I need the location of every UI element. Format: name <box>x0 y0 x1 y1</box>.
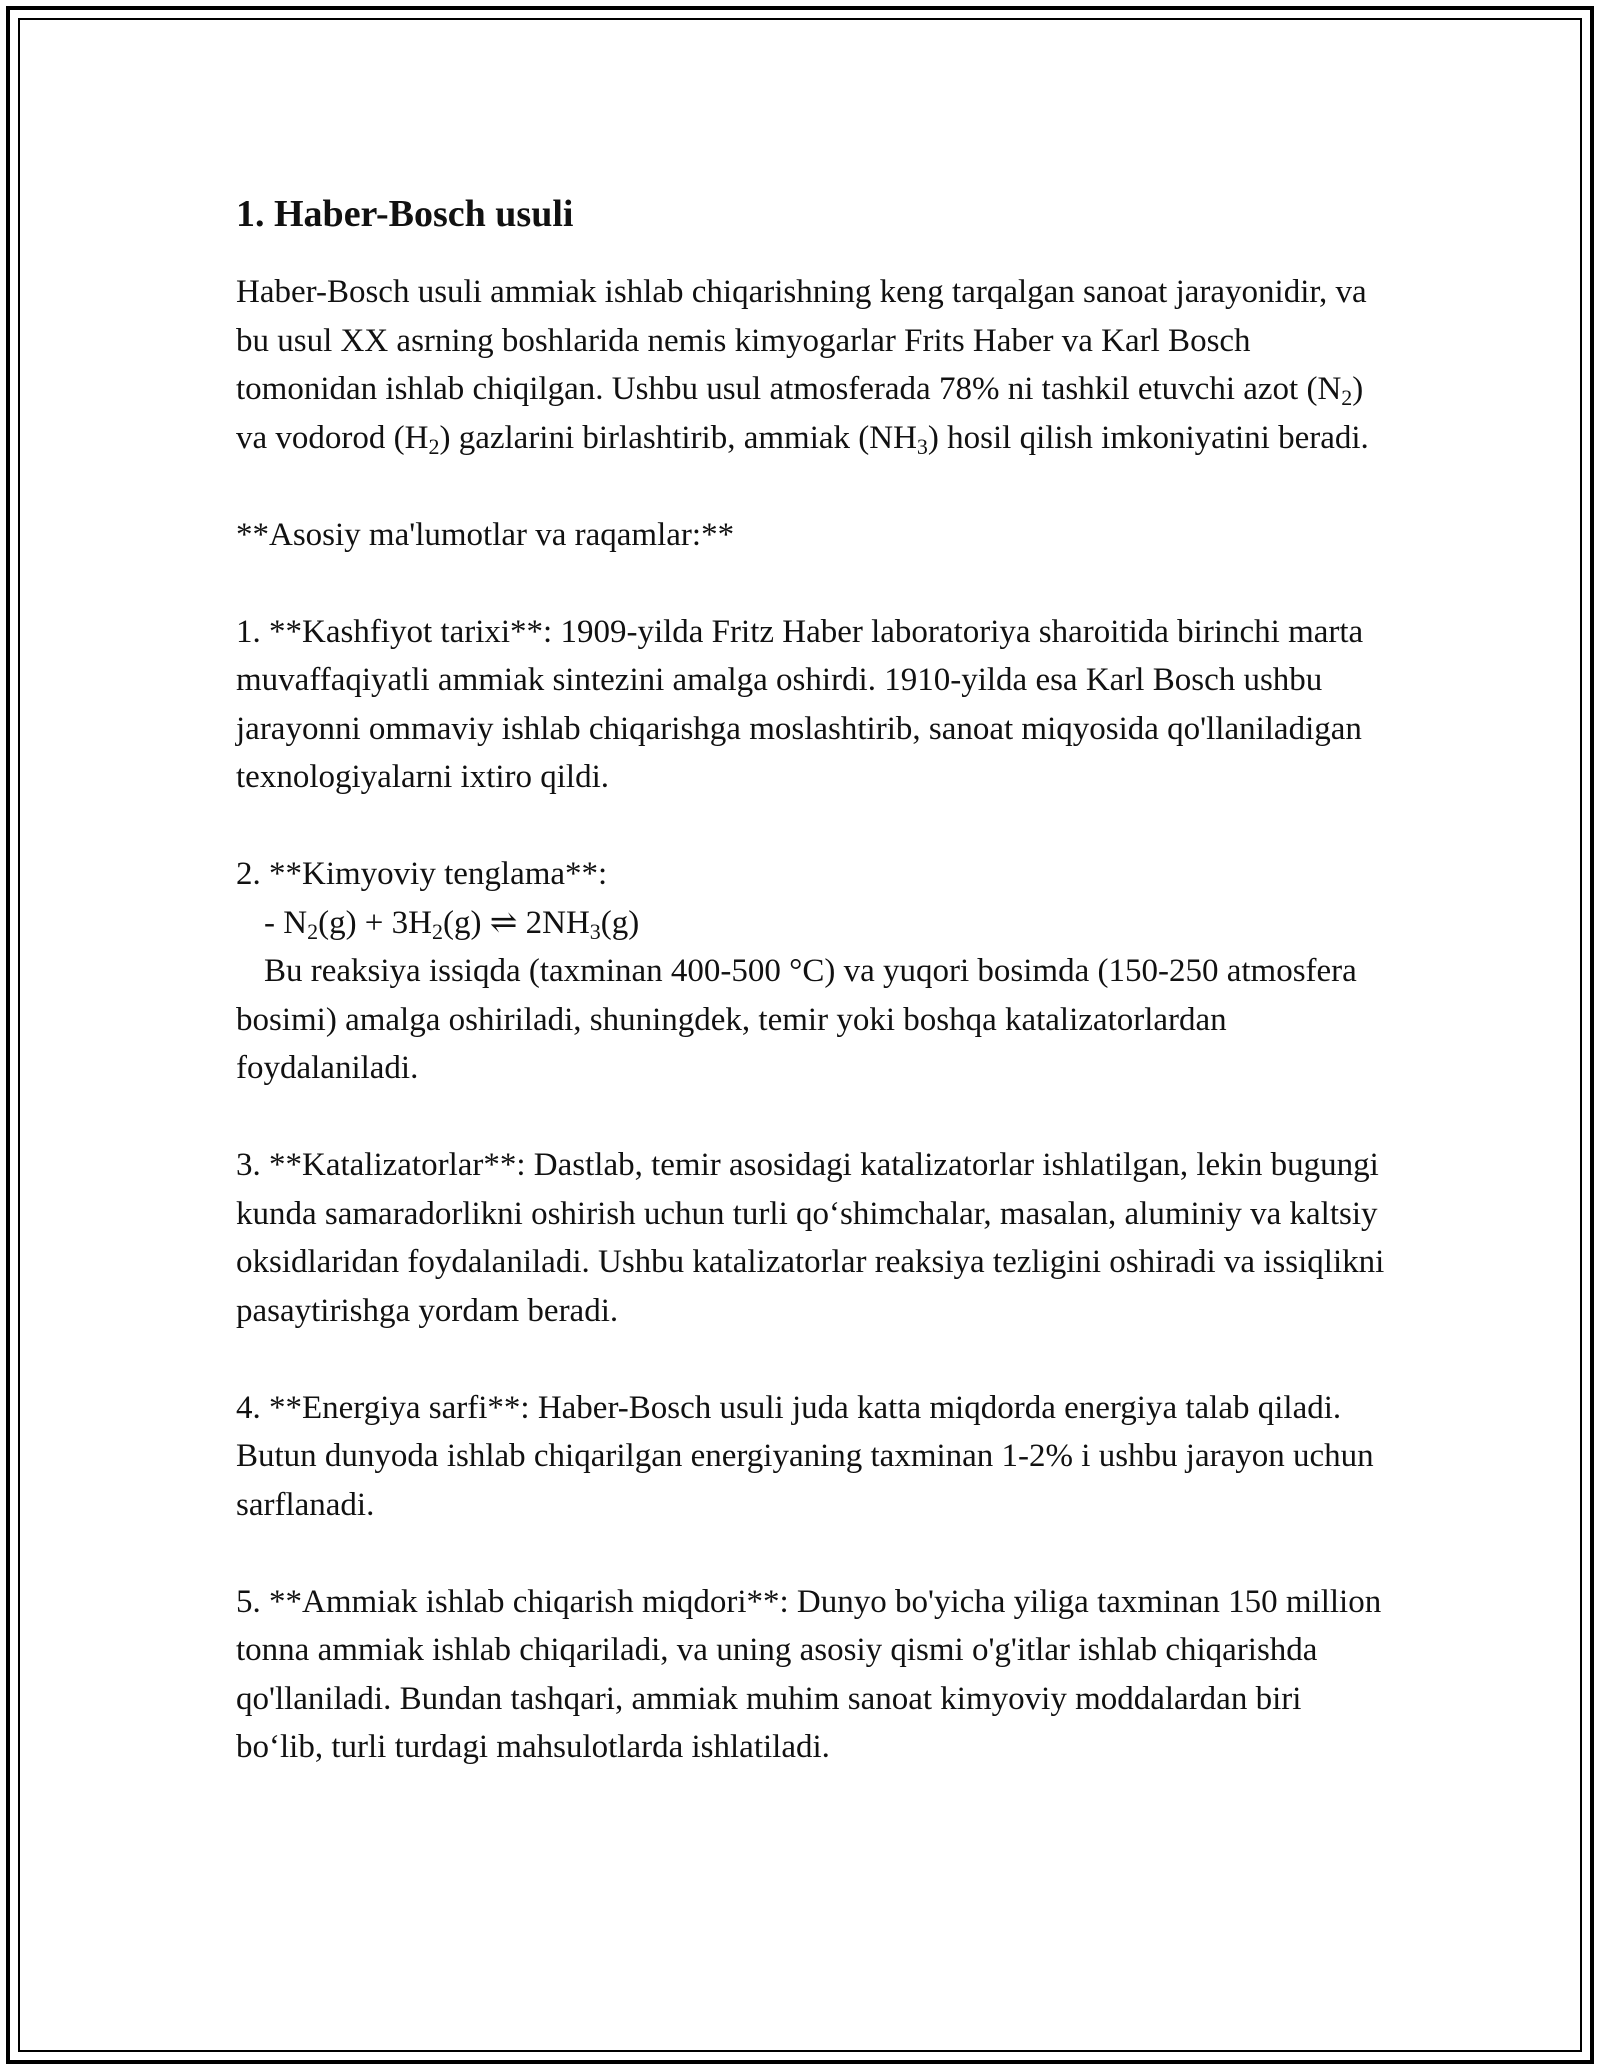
list-item-equation-text <box>236 947 1396 1093</box>
spacer <box>236 1335 1396 1384</box>
spacer <box>236 1529 1396 1578</box>
intro-text-1: Haber-Bosch usuli ammiak ishlab chiqarishning keng tarqalgan sanoat jarayonidir, va bu usul XX asrning boshlarida nemis kimyogarlar Frits Haber va Karl Bosch tomonidan ishlab chiqilgan. Ushbu usul atmosferada 78% ni tashkil etuvchi azot (N <box>236 274 1367 407</box>
spacer <box>236 559 1396 608</box>
equation-part: (g) <box>600 904 640 941</box>
equation-part: - N <box>264 904 308 941</box>
list-item-production: 5. **Ammiak ishlab chiqarish miqdori**: Dunyo bo'yicha yiliga taxminan 150 million tonna ammiak ishlab chiqariladi, va uning asosiy qismi o'g'itlar ishlab chiqarishda qo'llaniladi. Bundan tashqari, ammiak muhim sanoat kimyoviy moddalardan biri bo‘lib, turli turdagi mahsulotlarda ishlatiladi. <box>236 1583 1382 1765</box>
key-facts-label: **Asosiy ma'lumotlar va raqamlar:** <box>236 516 735 553</box>
equation-part: (g) + 3H <box>318 904 432 941</box>
spacer <box>236 802 1396 851</box>
intro-paragraph <box>236 268 1396 462</box>
intro-text-2: ) va vodorod (H <box>236 371 1364 456</box>
list-item-catalysts: 3. **Katalizatorlar**: Dastlab, temir asosidagi katalizatorlar ishlatilgan, lekin bugungi kunda samaradorlikni oshirish uchun turli qo‘shimchalar, masalan, aluminiy va kaltsiy oksidlaridan foydalaniladi. Ushbu katalizatorlar reaksiya tezligini oshiradi va issiqlikni pasaytirishga yordam beradi. <box>236 1147 1385 1329</box>
subscript: 3 <box>916 433 928 459</box>
equation-description: Bu reaksiya issiqda (taxminan 400-500 °C) va yuqori bosimda (150-250 atmosfera bosimi) amalga oshiriladi, shuningdek, temir yoki boshqa katalizatorlardan foydalaniladi. <box>236 953 1357 1086</box>
subscript: 2 <box>307 918 319 944</box>
list-item-energy: 4. **Energiya sarfi**: Haber-Bosch usuli juda katta miqdorda energiya talab qiladi. Butun dunyoda ishlab chiqarilgan energiyaning taxminan 1-2% i ushbu jarayon uchun sarflanadi. <box>236 1389 1374 1523</box>
document-body <box>236 188 1396 1772</box>
subscript: 2 <box>1341 385 1353 410</box>
spacer <box>236 1093 1396 1142</box>
subscript: 2 <box>428 433 440 459</box>
equation-part: (g) ⇌ 2NH <box>443 904 590 941</box>
subscript: 3 <box>589 918 601 944</box>
chemical-equation <box>236 899 1396 948</box>
spacer <box>236 462 1396 511</box>
section-heading: 1. Haber-Bosch usuli <box>236 193 574 235</box>
list-item-equation-title: 2. **Kimyoviy tenglama**: <box>236 856 608 892</box>
intro-text-4: ) hosil qilish imkoniyatini beradi. <box>927 419 1369 456</box>
intro-text-3: ) gazlarini birlashtirib, ammiak (NH <box>439 419 917 456</box>
subscript: 2 <box>432 918 443 944</box>
list-item-history: 1. **Kashfiyot tarixi**: 1909-yilda Fritz Haber laboratoriya sharoitida birinchi marta muvaffaqiyatli ammiak sintezini amalga oshirdi. 1910-yilda esa Karl Bosch ushbu jarayonni ommaviy ishlab chiqarishga moslashtirib, sanoat miqyosida qo'llaniladigan texnologiyalarni ixtiro qildi. <box>236 613 1364 795</box>
